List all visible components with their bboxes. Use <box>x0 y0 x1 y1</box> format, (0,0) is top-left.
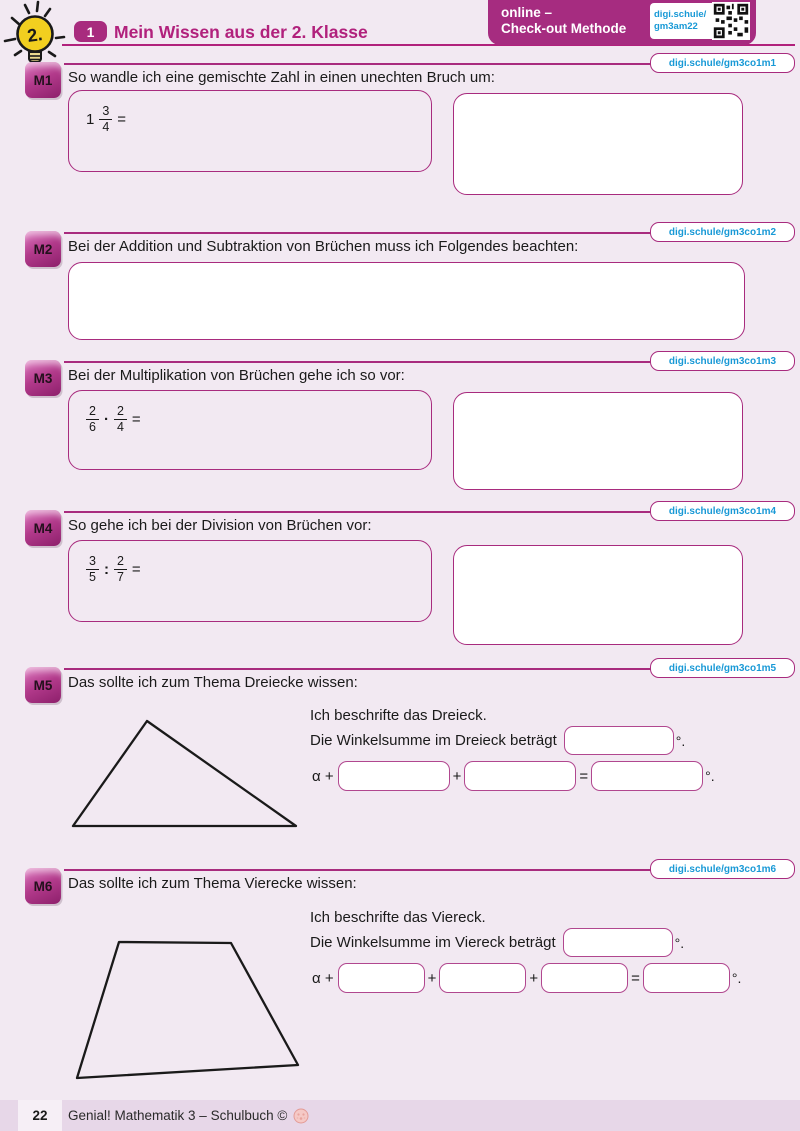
quadrilateral-figure <box>68 928 308 1083</box>
plus-sign: + <box>427 969 437 987</box>
page-title: Mein Wissen aus der 2. Klasse <box>114 22 368 42</box>
degree-mark: °. <box>674 934 685 951</box>
m1-answer-box[interactable] <box>453 93 743 195</box>
m1-task-box <box>68 90 432 172</box>
digi-link-m1[interactable]: digi.schule/gm3co1m1 <box>650 53 795 73</box>
triangle-figure <box>60 703 305 831</box>
m3-answer-box[interactable] <box>453 392 743 490</box>
digi-link-m2[interactable]: digi.schule/gm3co1m2 <box>650 222 795 242</box>
chapter-number-badge: 1 <box>74 21 107 42</box>
m6-sum-input[interactable] <box>563 928 673 957</box>
m6-angle-input-1[interactable] <box>338 963 425 993</box>
prompt-m6: Das sollte ich zum Thema Vierecke wissen: <box>68 875 357 892</box>
m5-angle-input-2[interactable] <box>464 761 576 791</box>
plus-sign: + <box>452 767 462 785</box>
m3-task-box <box>68 390 432 470</box>
m1-expression: 1 $\frac{3}{4}$ = <box>86 104 127 135</box>
prompt-m4: So gehe ich bei der Division von Brüchen vor: <box>68 517 372 534</box>
equals-sign: = <box>579 767 589 785</box>
footer-text: Genial! Mathematik 3 – Schulbuch © <box>68 1100 309 1131</box>
badge-m5: M5 <box>25 667 61 703</box>
badge-m6: M6 <box>25 868 61 904</box>
degree-mark: °. <box>731 970 742 986</box>
online-method-label: online – Check-out Methode <box>501 4 627 36</box>
section-rule <box>64 511 656 513</box>
digi-link-m6[interactable]: digi.schule/gm3co1m6 <box>650 859 795 879</box>
publisher-logo-icon <box>293 1108 309 1124</box>
m4-task-box <box>68 540 432 622</box>
m5-angle-input-1[interactable] <box>338 761 450 791</box>
m3-expression: $\frac{2}{6}$ · $\frac{2}{4}$ = <box>86 404 431 435</box>
prompt-m2: Bei der Addition und Subtraktion von Brüchen muss ich Folgendes beachten: <box>68 238 579 255</box>
degree-mark: °. <box>675 732 686 749</box>
badge-m3: M3 <box>25 360 61 396</box>
m5-line2 <box>310 726 685 755</box>
bulb-number: 2. <box>26 24 44 46</box>
alpha-label: α + <box>312 767 334 785</box>
online-checkout-banner <box>488 0 756 45</box>
m5-line2-text: Die Winkelsumme im Dreieck beträgt <box>310 732 557 749</box>
prompt-m5: Das sollte ich zum Thema Dreiecke wissen: <box>68 674 358 691</box>
m2-answer-box[interactable] <box>68 262 745 340</box>
digi-link-m5[interactable]: digi.schule/gm3co1m5 <box>650 658 795 678</box>
prompt-m3: Bei der Multiplikation von Brüchen gehe ich so vor: <box>68 367 405 384</box>
m5-equation-row <box>312 761 715 791</box>
m4-answer-box[interactable] <box>453 545 743 645</box>
m5-line1: Ich beschrifte das Dreieck. <box>310 707 487 724</box>
m5-result-input[interactable] <box>591 761 703 791</box>
degree-mark: °. <box>705 768 715 784</box>
m4-expression: $\frac{3}{5}$ : $\frac{2}{7}$ = <box>86 554 431 585</box>
m6-angle-input-2[interactable] <box>439 963 526 993</box>
badge-m2: M2 <box>25 231 61 267</box>
section-rule <box>64 668 656 670</box>
m5-sum-input[interactable] <box>564 726 674 755</box>
equals-sign: = <box>631 969 640 987</box>
badge-m4: M4 <box>25 510 61 546</box>
qr-code-icon[interactable] <box>712 2 750 40</box>
m6-angle-input-3[interactable] <box>541 963 628 993</box>
section-rule <box>64 232 656 234</box>
digi-link-m3[interactable]: digi.schule/gm3co1m3 <box>650 351 795 371</box>
plus-sign: + <box>529 969 539 987</box>
badge-m1: M1 <box>25 62 61 98</box>
alpha-label: α + <box>312 969 334 987</box>
m6-line1: Ich beschrifte das Viereck. <box>310 909 486 926</box>
page-number: 22 <box>18 1100 62 1131</box>
digi-link-m4[interactable]: digi.schule/gm3co1m4 <box>650 501 795 521</box>
section-rule <box>64 869 656 871</box>
section-rule <box>64 63 656 65</box>
m6-line2 <box>310 928 684 957</box>
m6-result-input[interactable] <box>643 963 730 993</box>
section-rule <box>64 361 656 363</box>
prompt-m1: So wandle ich eine gemischte Zahl in einen unechten Bruch um: <box>68 69 495 86</box>
m6-line2-text: Die Winkelsumme im Viereck beträgt <box>310 934 556 951</box>
m6-equation-row <box>312 963 741 993</box>
online-link[interactable]: digi.schule/ gm3am22 <box>650 3 712 39</box>
